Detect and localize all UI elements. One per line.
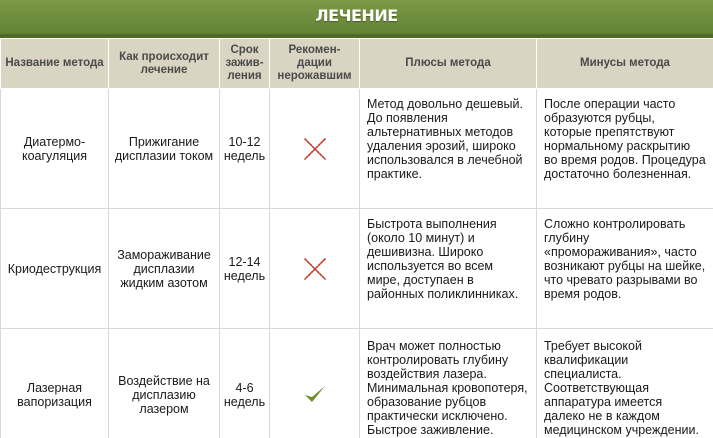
pros-cell: Врач может полностью контролировать глубину воздействия лазера. Минимальная кровопотеря, образование рубцов практически исключено. Быстрое заживление.	[360, 329, 537, 438]
healing-term-cell: 10-12 недель	[220, 89, 270, 209]
cons-cell: Сложно контролировать глубину «промораживания», часто возникают рубцы на шейке, что чревато разрывами во время родов.	[537, 209, 713, 329]
header-how: Как происходит лечение	[109, 39, 220, 89]
recommendation-cell	[270, 329, 360, 438]
method-name-cell: Криодеструкция	[1, 209, 109, 329]
header-method-name: Название метода	[1, 39, 109, 89]
section-banner	[0, 0, 713, 38]
method-how-cell: Замораживание дисплазии жидким азотом	[109, 209, 220, 329]
header-pros: Плюсы метода	[360, 39, 537, 89]
header-healing-term: Срок зажив-ления	[220, 39, 270, 89]
healing-term-cell: 4-6 недель	[220, 329, 270, 438]
cons-cell: Требует высокой квалификации специалиста. Соответствующая аппаратура имеется далеко не в каждом медицинском учреждении.	[537, 329, 713, 438]
method-name-cell: Диатермо-коагуляция	[1, 89, 109, 209]
check-icon	[302, 382, 328, 408]
pros-cell: Быстрота выполнения (около 10 минут) и дешивизна. Широко используется во всем мире, доступаен в районных поликлинниках.	[360, 209, 537, 329]
method-how-cell: Прижигание дисплазии током	[109, 89, 220, 209]
recommendation-cell	[270, 89, 360, 209]
treatment-table	[0, 38, 713, 438]
table-row	[1, 209, 713, 329]
header-cons: Минусы метода	[537, 39, 713, 89]
cross-icon	[302, 136, 328, 162]
header-recommendation: Рекомен-дации нерожавшим	[270, 39, 360, 89]
healing-term-cell: 12-14 недель	[220, 209, 270, 329]
method-name-cell: Лазерная вапоризация	[1, 329, 109, 438]
cons-cell: После операции часто образуются рубцы, которые препятствуют нормальному раскрытию во время родов. Процедура достаточно болезненная.	[537, 89, 713, 209]
table-row	[1, 89, 713, 209]
recommendation-cell	[270, 209, 360, 329]
section-title: ЛЕЧЕНИЕ	[315, 6, 398, 25]
method-how-cell: Воздействие на дисплазию лазером	[109, 329, 220, 438]
cross-icon	[302, 256, 328, 282]
table-row	[1, 329, 713, 438]
header-row	[1, 39, 713, 89]
pros-cell: Метод довольно дешевый. До появления альтернативных методов удаления эрозий, широко использовался в лечебной практике.	[360, 89, 537, 209]
